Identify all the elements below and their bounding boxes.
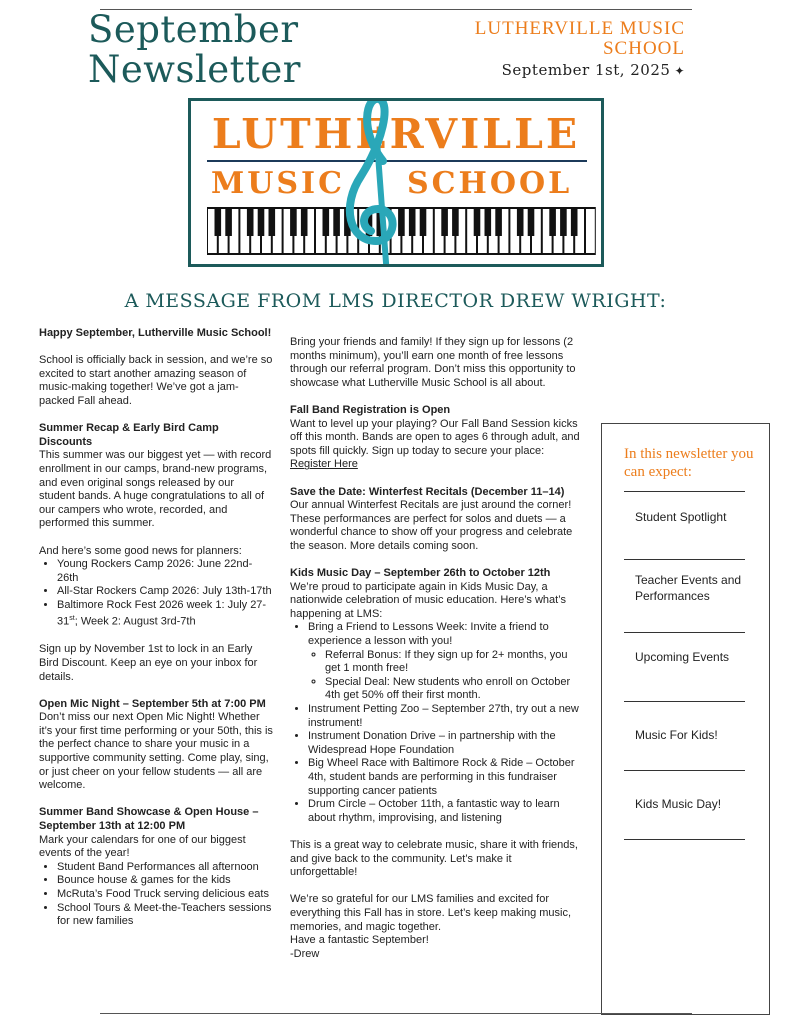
title-line-1: September bbox=[88, 8, 299, 51]
piano-black-key bbox=[495, 207, 502, 236]
piano-white-key bbox=[586, 209, 595, 253]
sub-list bbox=[325, 649, 580, 703]
recap-body: This summer was our biggest yet — with record enrollment in our camps, brand-new programs, and even original songs released by our student bands. A huge congratulations to all of our campers who wrote, recorded, and performed this summer. bbox=[39, 449, 272, 530]
sub-list-item: ◦ Referral Bonus: If they sign up for 2+ months, you get 1 month free! bbox=[325, 649, 580, 676]
list-item: • Instrument Petting Zoo – September 27th, try out a new instrument! bbox=[308, 703, 580, 730]
list-item: • McRuta’s Food Truck serving delicious eats bbox=[57, 888, 273, 902]
contents-item-student-spotlight[interactable]: Student Spotlight bbox=[635, 510, 727, 524]
recap-heading: Summer Recap & Early Bird Camp Discounts bbox=[39, 422, 219, 448]
newsletter-contents-box bbox=[601, 423, 770, 1015]
piano-black-key bbox=[301, 207, 308, 236]
list-item: • Young Rockers Camp 2026: June 22nd-26th bbox=[57, 558, 273, 585]
piano-black-key bbox=[560, 207, 567, 236]
piano-black-key bbox=[517, 207, 524, 236]
sub-list-item: ◦ Special Deal: New students who enroll on October 4th get 50% off their first month. bbox=[325, 676, 580, 703]
school-name-line-1: LUTHERVILLE MUSIC bbox=[474, 18, 685, 39]
list-item: • Instrument Donation Drive – in partnership with the Widespread Hope Foundation bbox=[308, 730, 580, 757]
piano-black-key bbox=[323, 207, 330, 236]
school-name-header bbox=[475, 19, 685, 59]
list-item: • All-Star Rockers Camp 2026: July 13th-17th bbox=[57, 585, 273, 599]
showcase-heading: Summer Band Showcase & Open House – September 13th at 12:00 PM bbox=[39, 806, 259, 833]
open-mic-heading: Open Mic Night – September 5th at 7:00 PM bbox=[39, 697, 266, 710]
piano-black-key bbox=[549, 207, 556, 236]
signup-paragraph: Sign up by November 1st to lock in an Early Bird Discount. Keep an eye on your inbox for details. bbox=[39, 643, 258, 683]
winterfest-body: Our annual Winterfest Recitals are just around the corner! These performances are perfect for solos and duets — a wonderful chance to show off your progress and celebrate the season. More details coming soon. bbox=[290, 499, 573, 552]
date-text: September 1st, 2025 bbox=[501, 61, 671, 79]
column-1 bbox=[39, 327, 273, 929]
contents-item-kids-music-day[interactable]: Kids Music Day! bbox=[635, 797, 722, 811]
divider bbox=[624, 491, 745, 492]
list-item-text: Bring a Friend to Lessons Week: Invite a friend to experience a lesson with you! bbox=[308, 621, 549, 648]
piano-black-key bbox=[258, 207, 265, 236]
divider bbox=[624, 559, 745, 560]
kids-music-day-body: We’re proud to participate again in Kids Music Day, a nationwide celebration of music education. Here’s what’s happening at LMS: bbox=[290, 580, 566, 620]
planners-intro: And here’s some good news for planners: bbox=[39, 544, 242, 557]
contents-item-teacher-events[interactable]: Teacher Events and Performances bbox=[635, 573, 742, 603]
newsletter-title bbox=[88, 10, 301, 90]
logo-line-1: LUTHERVILLE bbox=[211, 110, 581, 158]
director-heading: A MESSAGE FROM LMS DIRECTOR DREW WRIGHT: bbox=[124, 290, 667, 312]
showcase-list bbox=[57, 861, 273, 929]
piano-black-key bbox=[333, 207, 340, 236]
piano-black-key bbox=[409, 207, 416, 236]
divider bbox=[624, 839, 745, 840]
logo-line-2b: SCHOOL bbox=[407, 166, 573, 201]
contents-heading: In this newsletter you can expect: bbox=[624, 446, 754, 480]
divider bbox=[624, 770, 745, 771]
winterfest-heading: Save the Date: Winterfest Recitals (December 11–14) bbox=[290, 485, 565, 498]
planners-list bbox=[57, 558, 273, 630]
piano-black-key bbox=[474, 207, 481, 236]
closing-paragraph-2: We’re so grateful for our LMS families and excited for everything this Fall has in store. Let’s keep making music, memories, and magic together. bbox=[290, 893, 572, 933]
piano-black-key bbox=[441, 207, 448, 236]
star-icon: ✦ bbox=[674, 64, 685, 78]
piano-black-key bbox=[452, 207, 459, 236]
piano-black-key bbox=[398, 207, 405, 236]
piano-black-key bbox=[485, 207, 492, 236]
showcase-body: Mark your calendars for one of our biggest events of the year! bbox=[39, 833, 246, 860]
logo-rule bbox=[207, 160, 587, 162]
title-line-2: Newsletter bbox=[88, 48, 301, 91]
greeting: Happy September, Lutherville Music School! bbox=[39, 327, 272, 339]
newsletter-date bbox=[502, 61, 685, 79]
piano-black-key bbox=[215, 207, 222, 236]
school-name-line-2: SCHOOL bbox=[602, 38, 685, 59]
logo-line-2a: MUSIC bbox=[211, 166, 345, 201]
open-mic-body: Don’t miss our next Open Mic Night! Whether it’s your first time performing or your 50th, this is the perfect chance to share your music in a supportive community setting. Come play, sing, or just cheer on your fellow students — all are welcome. bbox=[39, 711, 273, 792]
logo-graphic bbox=[191, 101, 601, 264]
school-logo bbox=[188, 98, 604, 267]
piano-black-key bbox=[528, 207, 535, 236]
bottom-rule bbox=[100, 1013, 692, 1014]
piano-black-key bbox=[571, 207, 578, 236]
intro-paragraph: School is officially back in session, and we’re so excited to start another amazing season of music-making together! We’ve got a jam-packed Fall ahead. bbox=[39, 354, 273, 407]
kids-music-day-heading: Kids Music Day – September 26th to October 12th bbox=[290, 567, 551, 580]
fall-heading: Fall Band Registration is Open bbox=[290, 403, 451, 416]
contents-item-music-for-kids[interactable]: Music For Kids! bbox=[635, 728, 718, 742]
list-item: • Student Band Performances all afternoon bbox=[57, 861, 273, 875]
list-item: • Drum Circle – October 11th, a fantastic way to learn about rhythm, improvising, and listening bbox=[308, 798, 580, 825]
piano-keys bbox=[207, 207, 596, 255]
piano-black-key bbox=[290, 207, 297, 236]
piano-black-key bbox=[269, 207, 276, 236]
contents-item-upcoming-events[interactable]: Upcoming Events bbox=[635, 650, 730, 664]
list-item bbox=[308, 621, 580, 703]
kids-music-day-list bbox=[308, 621, 580, 825]
closing-paragraph-1: This is a great way to celebrate music, share it with friends, and give back to the community. Let’s make it unforgettable! bbox=[290, 838, 578, 879]
piano-black-key bbox=[247, 207, 254, 236]
list-item: • Baltimore Rock Fest 2026 week 1: July 27-31st; Week 2: August 3rd-7th bbox=[57, 599, 273, 630]
list-item: • School Tours & Meet-the-Teachers sessions for new families bbox=[57, 902, 273, 929]
divider bbox=[624, 632, 745, 633]
divider bbox=[624, 701, 745, 702]
register-link[interactable]: Register Here bbox=[290, 458, 358, 471]
bring-paragraph: Bring your friends and family! If they sign up for lessons (2 months minimum), you’ll earn one month of free lessons through our referral program. Don’t miss this opportunity to showcase what Lutherville Music School is all about. bbox=[290, 336, 576, 389]
signature: -Drew bbox=[290, 947, 320, 960]
piano-black-key bbox=[225, 207, 232, 236]
fall-body: Want to level up your playing? Our Fall Band Session kicks off this month. Bands are open to ages 6 through adult, and spots fill quickly. Sign up today to secure your place: bbox=[290, 417, 580, 457]
signoff-line: Have a fantastic September! bbox=[290, 934, 429, 947]
list-item: • Bounce house & games for the kids bbox=[57, 874, 273, 888]
column-2 bbox=[290, 336, 580, 961]
list-item: • Big Wheel Race with Baltimore Rock & Ride – October 4th, student bands are performing in this fundraiser supporting cancer patients bbox=[308, 757, 580, 798]
piano-black-key bbox=[420, 207, 427, 236]
